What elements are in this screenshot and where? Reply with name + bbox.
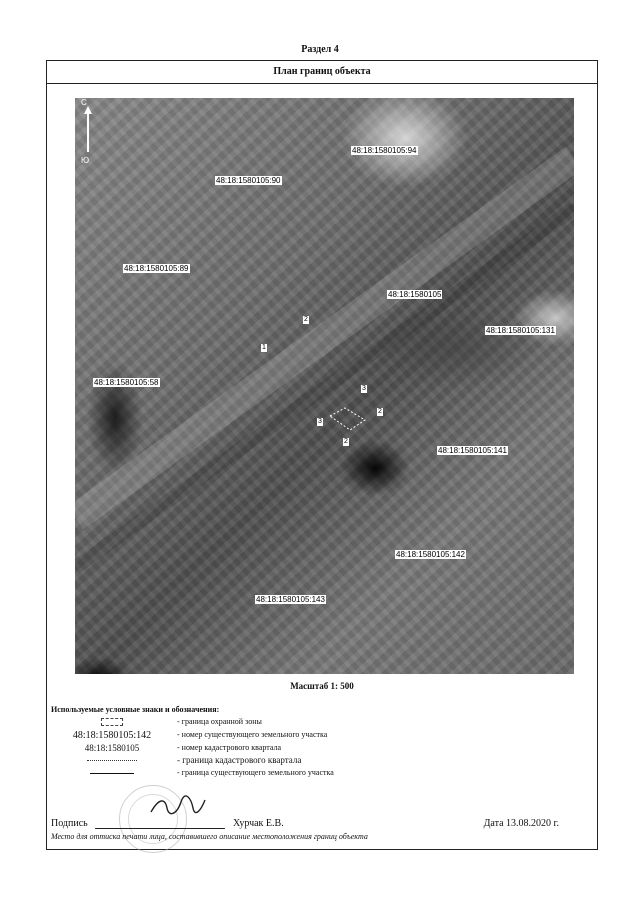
object-boundary [330,408,365,430]
point-label: 2 [378,408,382,415]
aerial-map [75,98,574,674]
legend-row [51,755,571,765]
signature-row [51,818,593,830]
signer-name: Хурчак Е.В. [233,818,284,829]
signature-line [95,828,225,829]
stamp-note: Место для оттиска печати лица, составившего описание местоположения границ объекта [51,832,368,841]
section-title: Раздел 4 [301,44,339,55]
legend-desc: - граница кадастрового квартала [177,755,302,765]
parcel-label: 48:18:1580105:131 [486,326,555,335]
protection-zone-symbol [51,717,173,726]
signature-label: Подпись [51,818,88,829]
point-label: 1 [262,344,266,351]
legend-desc: - граница охранной зоны [177,717,262,726]
legend-row [51,768,571,778]
road-shadow [75,208,574,568]
legend-row [51,743,571,753]
legend-desc: - номер существующего земельного участка [177,730,328,739]
signature-image [147,794,207,818]
legend-title: Используемые условные знаки и обозначения: [51,705,220,714]
parcel-label: 48:18:1580105:143 [256,595,325,604]
signature-date: Дата 13.08.2020 г. [483,818,559,829]
legend-row [51,717,571,727]
point-label: 2 [304,316,308,323]
point-label: 2 [344,438,348,445]
parcel-number-sample: 48:18:1580105:142 [72,730,152,741]
plan-frame [46,60,598,850]
quarter-number-sample: 48:18:1580105 [84,743,140,753]
parcel-label: 48:18:1580105:94 [352,146,417,155]
north-arrow [81,100,95,170]
compass-north-label: С [81,98,87,107]
parcel-label: 48:18:1580105:90 [216,176,281,185]
compass-south-label: Ю [81,156,90,165]
point-label: 3 [362,385,366,392]
plan-title: План границ объекта [47,61,597,84]
road-band [75,158,574,518]
point-label: 3 [318,418,322,425]
parcel-boundary-symbol [51,768,173,777]
legend-desc: - номер кадастрового квартала [177,743,282,752]
legend-desc: - граница существующего земельного участка [177,768,334,777]
legend-row [51,730,571,740]
quarter-label: 48:18:1580105 [388,290,442,299]
parcel-label: 48:18:1580105:89 [124,264,189,273]
quarter-boundary-symbol [51,755,173,764]
parcel-label: 48:18:1580105:142 [396,550,465,559]
parcel-label: 48:18:1580105:58 [94,378,159,387]
map-scale: Масштаб 1: 500 [290,681,354,691]
parcel-label: 48:18:1580105:141 [438,446,507,455]
